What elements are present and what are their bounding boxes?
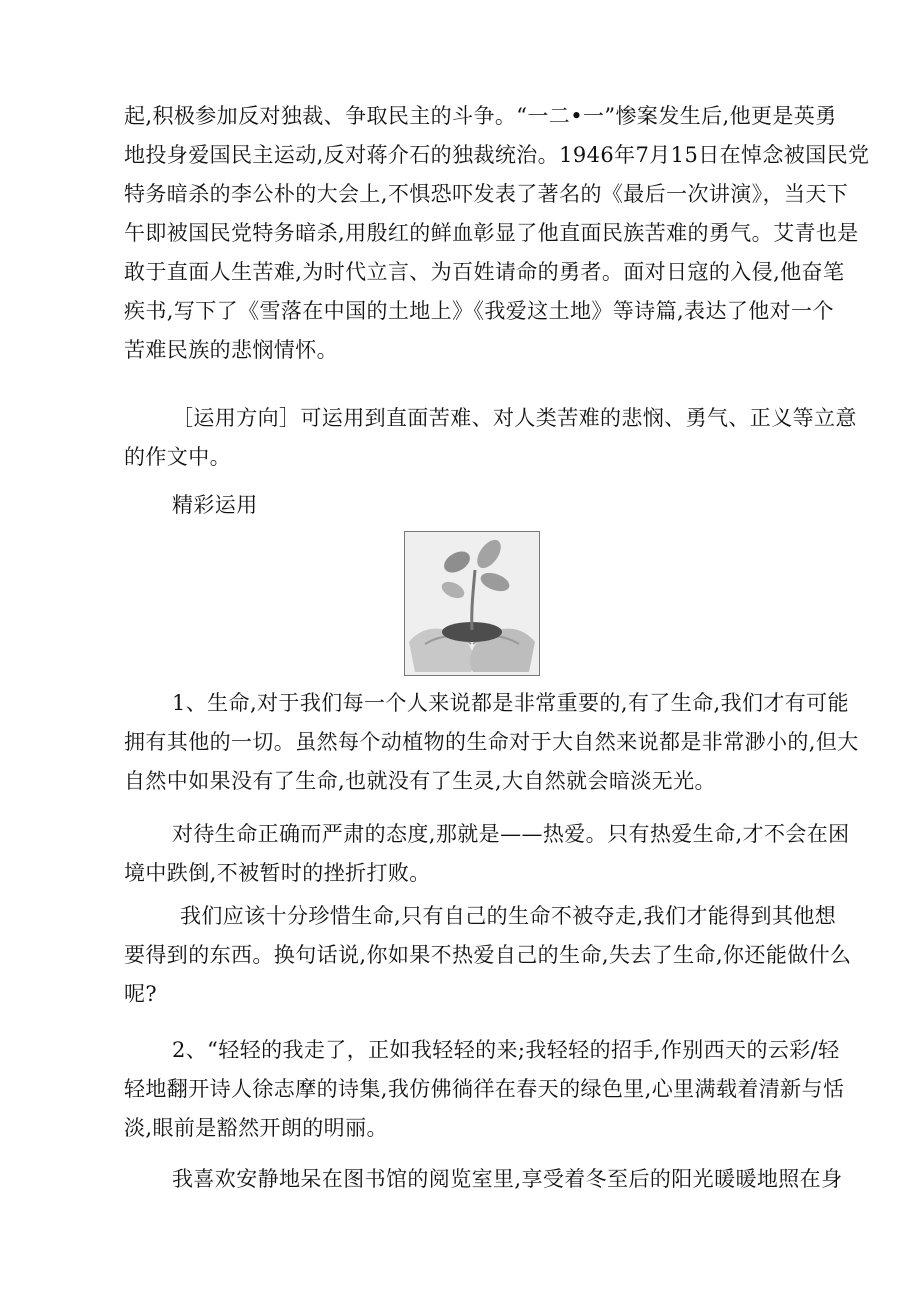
- text-line: 苦难民族的悲悯情怀。: [124, 338, 338, 362]
- application-direction-cont: [124, 438, 824, 477]
- application-direction: [172, 399, 872, 438]
- text-line: 呢?: [124, 982, 158, 1006]
- section-heading: 精彩运用: [172, 493, 258, 517]
- text-line: 自然中如果没有了生命,也就没有了生灵,大自然就会暗淡无光。: [124, 769, 716, 793]
- text-line: 敢于直面人生苦难,为时代立言、为百姓请命的勇者。面对日寇的入侵,他奋笔: [124, 260, 845, 284]
- text-line: 我们应该十分珍惜生命,只有自己的生命不被夺走,我们才能得到其他想: [180, 904, 837, 928]
- text-line: 拥有其他的一切。虽然每个动植物的生命对于大自然来说都是非常渺小的,但大: [124, 730, 859, 754]
- text-line: 地投身爱国民主运动,反对蒋介石的独裁统治。1946年7月15日在悼念被国民党: [124, 143, 870, 167]
- text-line: ［运用方向］可运用到直面苦难、对人类苦难的悲悯、勇气、正义等立意: [172, 406, 857, 430]
- text-line: 我喜欢安静地呆在图书馆的阅览室里,享受着冬至后的阳光暖暖地照在身: [172, 1167, 843, 1191]
- text-line: 轻地翻开诗人徐志摩的诗集,我仿佛徜徉在春天的绿色里,心里满载着清新与恬: [124, 1077, 845, 1101]
- text-line: 1、生命,对于我们每一个人来说都是非常重要的,有了生命,我们才有可能: [172, 691, 849, 715]
- seedling-in-hands-image: [404, 531, 540, 676]
- example1-para2-rest: [124, 854, 824, 893]
- paragraph-wen-yiduo-aiqing: [124, 97, 870, 370]
- text-line: 疾书,写下了《雪落在中国的土地上》《我爱这土地》等诗篇,表达了他对一个: [124, 299, 834, 323]
- text-line: 2、“轻轻的我走了，正如我轻轻的来;我轻轻的招手,作别西天的云彩/轻: [172, 1038, 840, 1062]
- text-line: 境中跌倒,不被暂时的挫折打败。: [124, 861, 431, 885]
- text-line: 的作文中。: [124, 445, 231, 469]
- text-line: 要得到的东西。换句话说,你如果不热爱自己的生命,失去了生命,你还能做什么: [124, 943, 852, 967]
- example2-para2: [172, 1160, 872, 1199]
- example1-para2-first: [172, 815, 872, 854]
- text-line: 起,积极参加反对独裁、争取民主的斗争。“一二•一”惨案发生后,他更是英勇: [124, 104, 837, 128]
- example2-para1-rest: [124, 1070, 845, 1148]
- example1-para1-rest: [124, 723, 859, 801]
- example2-para1-first: [172, 1031, 872, 1070]
- text-line: 对待生命正确而严肃的态度,那就是——热爱。只有热爱生命,才不会在困: [172, 822, 850, 846]
- text-line: 特务暗杀的李公朴的大会上,不惧恐吓发表了著名的《最后一次讲演》，当天下: [124, 182, 849, 206]
- text-line: 午即被国民党特务暗杀,用殷红的鲜血彰显了他直面民族苦难的勇气。艾青也是: [124, 221, 859, 245]
- example1-para1-first: [172, 684, 872, 723]
- text-line: 淡,眼前是豁然开朗的明丽。: [124, 1116, 388, 1140]
- example1-para3-rest: [124, 936, 852, 1014]
- example1-para3-first: [180, 897, 880, 936]
- seedling-illustration: [405, 532, 539, 675]
